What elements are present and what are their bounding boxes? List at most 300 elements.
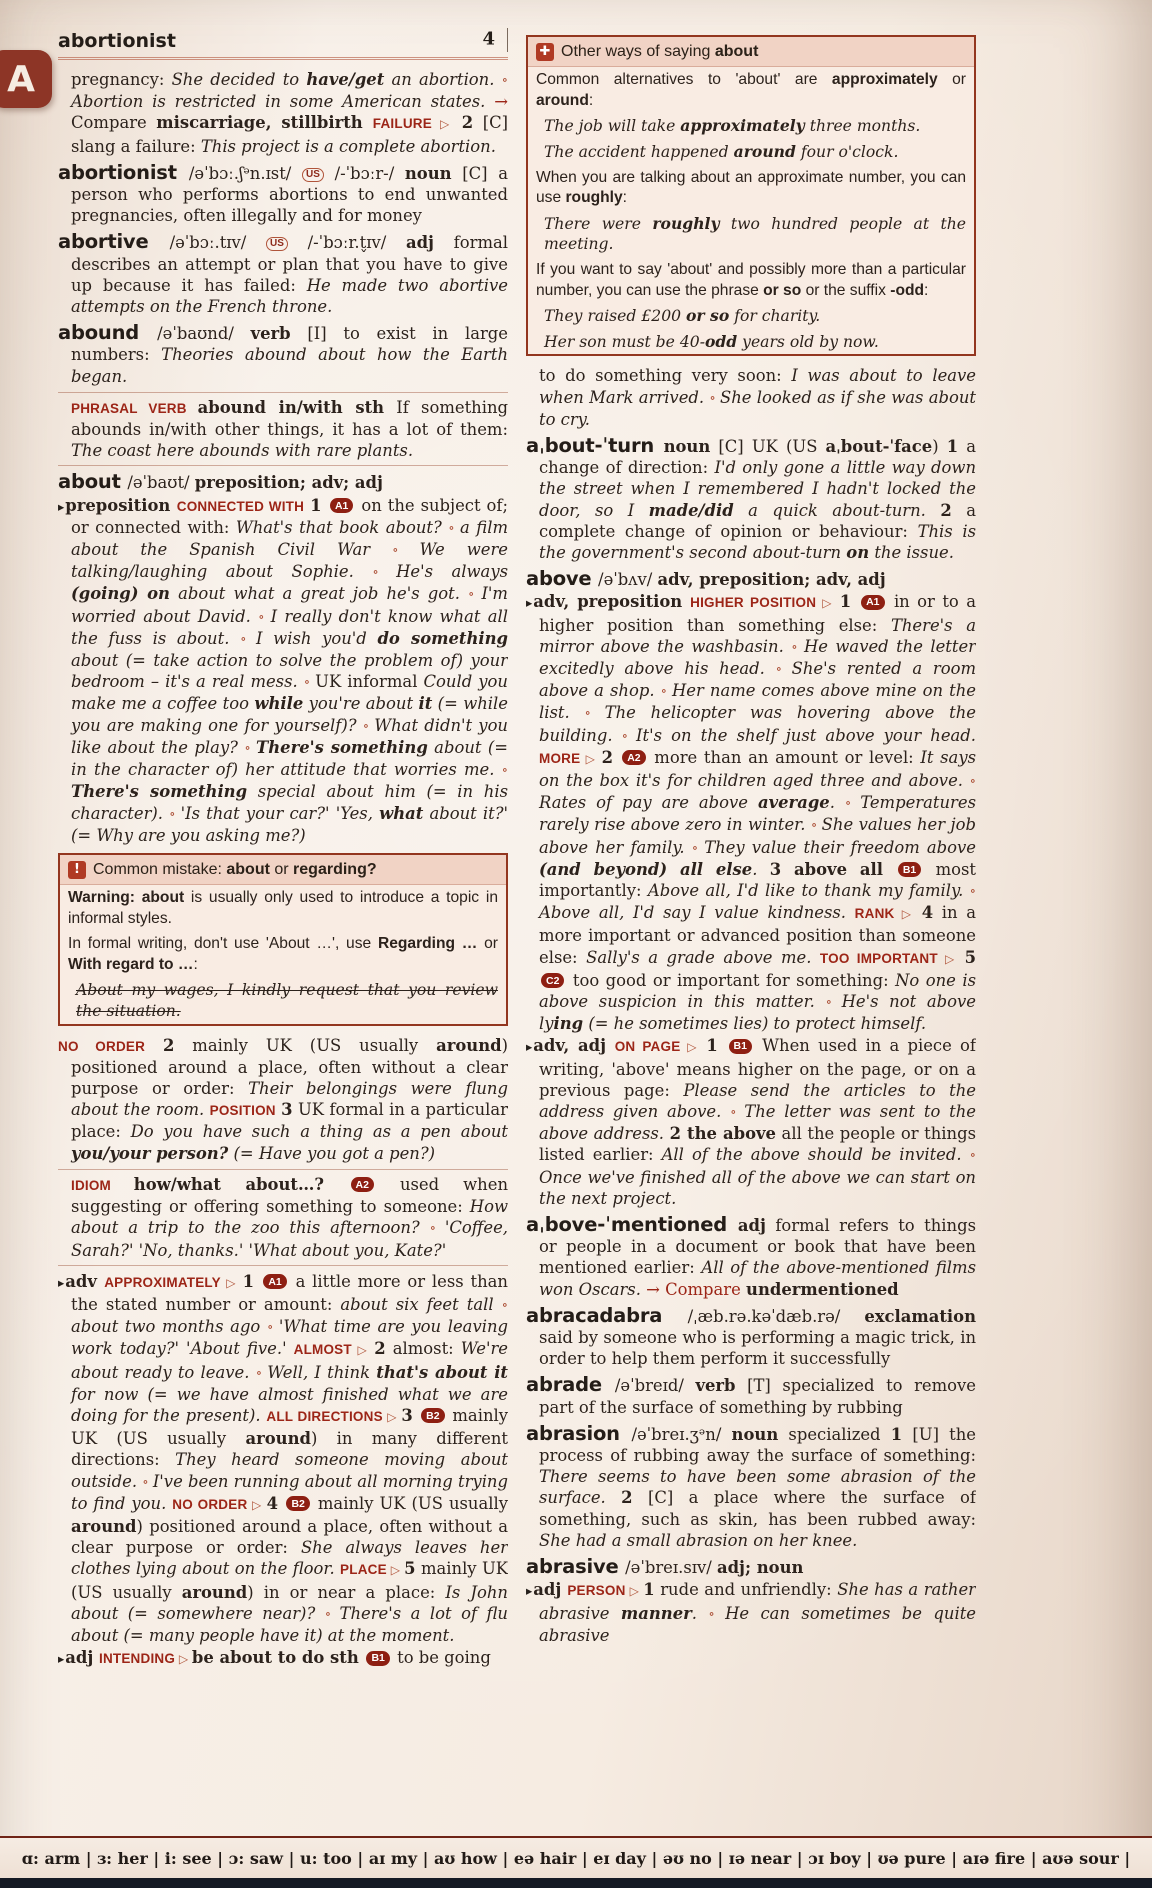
text-run: Regarding …: [377, 935, 478, 953]
text-run: ∘: [258, 609, 271, 625]
text-run: ∘: [691, 840, 705, 856]
note-box-paragraph: [528, 257, 974, 303]
text-run: [C] a place where the surface of something, such as skin, has been rubbed away:: [539, 1488, 976, 1529]
text-run: for charity.: [729, 307, 821, 326]
text-run: ∘: [303, 675, 316, 691]
note-box-paragraph: [60, 885, 506, 931]
text-run: most importantly:: [539, 859, 976, 900]
text-run: He waved the letter excitedly above his head.: [539, 636, 976, 678]
text-run: around: [245, 1429, 311, 1449]
photo-edge-strip: [0, 1878, 1152, 1888]
letter-tab: [0, 50, 52, 108]
text-run: (and beyond) all else: [539, 859, 753, 879]
column-right: [526, 28, 976, 1824]
text-run: said by someone who is performing a magic trick, in order to help them perform it successfully: [539, 1328, 976, 1369]
text-run: adj: [65, 1648, 99, 1668]
text-run: ∘: [584, 706, 605, 722]
text-run: about: [226, 860, 270, 878]
text-run: ) in many different directions:: [71, 1429, 508, 1470]
text-run: 4: [921, 903, 934, 923]
level-badge: B1: [366, 1651, 389, 1666]
us-variant-tag: US: [266, 237, 288, 251]
text-run: noun: [731, 1424, 779, 1444]
text-run: miscarriage, stillbirth: [156, 113, 373, 133]
level-badge: A1: [263, 1274, 286, 1289]
sense-about-adj: [58, 1647, 508, 1670]
entry-above: [526, 568, 976, 590]
text-run: about: [58, 470, 128, 494]
text-run: The coast here abounds with rare plants.: [71, 441, 414, 461]
text-run: mainly UK (US usually: [174, 1035, 437, 1055]
text-run: specialized: [778, 1424, 891, 1444]
text-run: [I] to exist in large numbers:: [71, 324, 508, 365]
text-run: ALMOST: [293, 1342, 352, 1358]
text-run: 'Coffee, Sarah?' 'No, thanks.' 'What about you, Kate?': [71, 1218, 508, 1260]
text-run: undermentioned: [746, 1279, 899, 1299]
text-run: → Compare: [646, 1279, 747, 1299]
text-run: FAILURE: [372, 116, 432, 132]
text-run: Her son must be 40-: [544, 332, 705, 351]
text-run: I really don't know what all the fuss is about.: [71, 606, 508, 648]
text-run: around: [181, 1582, 248, 1602]
text-run: /əˈbreɪ.sɪv/: [625, 1558, 717, 1578]
text-run: noun: [404, 163, 452, 183]
text-run: ▷: [386, 1563, 405, 1578]
text-run: in or to a higher position than something else:: [539, 592, 976, 635]
column-left: [58, 28, 508, 1824]
left-column-text: [58, 69, 508, 1670]
text-run: formal describes an attempt or plan that you have to give up because it has failed:: [71, 233, 508, 295]
text-run: [C] slang a failure:: [71, 113, 508, 156]
text-run: ing: [553, 1014, 584, 1034]
text-run: all the people or things listed earlier:: [539, 1124, 976, 1165]
text-run: or the suffix: [801, 281, 891, 299]
text-run: adj: [405, 233, 434, 253]
text-run: abortive: [58, 230, 170, 254]
text-run: It says on the box it's for children aged three and above.: [539, 747, 976, 790]
text-run: Once we've finished all of the above we can start on the next project.: [539, 1167, 976, 1208]
text-run: aˌbove-ˈmentioned: [526, 1213, 738, 1237]
text-run: aˌbout-ˈturn: [526, 433, 664, 457]
text-run: He's not above ly: [539, 992, 976, 1034]
text-run: approximately: [831, 71, 938, 89]
text-run: or: [937, 71, 966, 89]
us-variant-tag: US: [302, 168, 324, 182]
text-run: POSITION: [209, 1103, 276, 1119]
text-run: ▷: [351, 1343, 375, 1358]
text-run: in a more important or advanced position than someone else:: [539, 903, 976, 967]
text-run: I was about to leave when Mark arrived.: [539, 366, 976, 407]
text-run: about what a great job he's got.: [169, 584, 469, 604]
text-run: ∘: [791, 639, 804, 655]
text-run: Compare: [71, 113, 157, 133]
entry-abortive: [58, 231, 508, 317]
text-run: for now (= we have almost finished what we are doing for the present).: [71, 1384, 508, 1425]
sense-about-adv: [58, 1271, 508, 1646]
text-run: If something abounds in/with other things, it has a lot of them:: [71, 397, 508, 440]
text-run: an abortion.: [384, 70, 502, 89]
text-run: abrade: [526, 1373, 615, 1397]
text-run: ∘: [709, 390, 720, 406]
text-run: ALL DIRECTIONS: [266, 1408, 383, 1424]
text-run: adv, adj: [533, 1036, 615, 1056]
text-run: When used in a piece of writing, 'above' means higher on the page, or on a previous page:: [539, 1036, 976, 1100]
entry-about-turn: [526, 435, 976, 563]
text-run: ∘: [730, 1105, 745, 1121]
note-box-paragraph: [528, 329, 974, 355]
text-run: IDIOM: [71, 1177, 134, 1193]
text-run: on the subject of; or connected with:: [71, 495, 508, 537]
text-run: four o'clock.: [795, 142, 899, 161]
text-run: There's a mirror above the washbasin.: [539, 615, 976, 656]
text-run: on: [846, 542, 870, 562]
pronunciation-key-bar: [0, 1836, 1152, 1878]
text-run: 1: [890, 1424, 903, 1444]
text-run: it: [418, 694, 433, 714]
text-run: around: [436, 1035, 502, 1055]
text-run: ∘: [169, 806, 181, 822]
text-run: do something: [377, 628, 508, 648]
text-run: the issue.: [869, 542, 954, 562]
text-run: abrasion: [526, 1421, 632, 1445]
text-run: is usually only used to introduce a topic in informal styles.: [68, 889, 498, 927]
text-run: /əˈbaʊnd/: [157, 324, 251, 344]
text-run: There were: [544, 214, 653, 233]
text-run: how/what about…?: [133, 1174, 349, 1194]
text-run: pregnancy:: [71, 70, 172, 89]
text-run: .: [691, 1603, 709, 1623]
text-run: that's about it: [376, 1362, 508, 1382]
text-run: 'What time are you leaving work today?' 'About five.': [71, 1317, 508, 1359]
text-run: ∘: [708, 1606, 726, 1622]
text-run: In formal writing, don't use 'About …', use: [68, 935, 378, 953]
letter-tab-label: A: [7, 58, 35, 100]
note-box-paragraph: [60, 931, 506, 977]
text-run: around: [71, 1516, 137, 1536]
text-run: above: [526, 567, 599, 591]
text-run: What didn't you like about the play?: [71, 715, 508, 757]
text-run: ∘: [468, 587, 482, 603]
text-run: :: [193, 955, 198, 973]
text-run: He's always: [396, 562, 508, 582]
entry-above-mentioned: [526, 1214, 976, 1300]
text-run: They value their freedom above: [704, 837, 976, 857]
text-run: abound in/with sth: [197, 397, 385, 417]
text-run: :: [622, 189, 628, 207]
text-run: 2 the above: [669, 1124, 776, 1144]
text-run: ∘: [660, 684, 673, 700]
text-run: ) in or near a place:: [247, 1582, 446, 1602]
text-run: [U] the process of rubbing away the surface of something:: [539, 1424, 976, 1466]
text-run: abound: [58, 321, 158, 345]
text-run: 3: [281, 1100, 293, 1120]
text-run: →: [494, 92, 508, 112]
text-run: CONNECTED WITH: [176, 498, 305, 514]
text-run: Warning: about: [68, 889, 185, 907]
running-head: [58, 28, 508, 60]
text-run: regarding?: [293, 860, 377, 878]
note-box-paragraph: [528, 303, 974, 329]
text-run: ∘: [392, 543, 420, 559]
text-run: They raised £200: [544, 307, 686, 326]
text-run: I'd only gone a little way down the street when I remembered I hadn't locked the door, so I: [539, 458, 976, 520]
note-box-paragraph: [528, 139, 974, 165]
entry-abound: [58, 322, 508, 387]
text-run: ∘: [844, 796, 861, 812]
text-run: ∘: [969, 773, 976, 789]
text-run: All of the above-mentioned films won Oscars.: [539, 1258, 976, 1299]
text-run: Above all, I'd say I value kindness.: [539, 903, 855, 923]
text-run: 1: [310, 495, 328, 515]
text-run: a film about the Spanish Civil War: [71, 517, 508, 560]
entry-abrasive: [526, 1556, 976, 1578]
text-run: He can sometimes be quite abrasive: [539, 1603, 976, 1645]
text-run: The accident happened: [544, 142, 734, 161]
text-run: 4: [266, 1493, 285, 1513]
text-run: mainly UK (US usually: [71, 1559, 508, 1602]
text-run: She decided to: [171, 70, 307, 89]
text-run: /əˈbɔː.ʃᵊn.ɪst/: [188, 163, 302, 183]
text-run: ∘: [448, 520, 461, 536]
text-run: or so: [763, 281, 802, 299]
note-box-header: [60, 855, 506, 885]
text-run: a change of direction:: [539, 436, 976, 478]
note-box-paragraph: [528, 211, 974, 257]
text-run: Their belongings were flung about the room.: [71, 1079, 508, 1120]
entry-about: [58, 471, 508, 493]
level-badge: A2: [622, 750, 645, 765]
text-run: or: [269, 860, 294, 878]
text-run: :: [924, 281, 929, 299]
text-run: How about a trip to the zoo this afternoon?: [71, 1197, 508, 1238]
text-run: ): [932, 436, 947, 456]
text-run: NO ORDER: [172, 1496, 248, 1512]
text-run: ∘: [372, 565, 397, 581]
text-run: 1: [946, 436, 959, 456]
text-run: There seems to have been some abrasion of the surface.: [539, 1467, 976, 1508]
text-run: UK informal: [315, 672, 424, 692]
text-run: to do something very soon:: [539, 366, 792, 386]
text-run: ▸: [58, 1651, 65, 1667]
text-run: ▸: [526, 1583, 533, 1599]
text-run: (= while you are making one for yourself)?: [71, 694, 508, 735]
text-run: about six feet tall: [340, 1294, 502, 1314]
level-badge: C2: [541, 973, 564, 988]
text-run: ▸: [526, 595, 533, 611]
text-run: adj; noun: [716, 1558, 804, 1578]
text-run: 5: [404, 1559, 416, 1579]
text-run: ∘: [501, 73, 508, 88]
text-run: ∘: [362, 718, 375, 734]
text-run: ▷: [625, 1584, 644, 1599]
text-run: 1: [643, 1580, 655, 1600]
text-run: /-ˈbɔːr-/: [323, 163, 405, 183]
text-run: ON PAGE: [614, 1039, 681, 1055]
text-run: have/get: [306, 70, 385, 89]
text-run: what: [379, 803, 424, 823]
text-run: roughly: [565, 189, 623, 207]
text-run: Common alternatives to 'about' are: [536, 71, 832, 89]
text-run: UK formal in a particular place:: [71, 1100, 508, 1142]
text-run: ▷: [680, 1040, 707, 1055]
text-run: She values her job above her family.: [539, 815, 976, 857]
text-run: She always leaves her clothes lying about on the floor.: [71, 1538, 508, 1579]
column-divider-tick: [507, 28, 508, 52]
text-run: mainly UK (US usually: [71, 1405, 508, 1449]
note-box-header: [528, 37, 974, 67]
text-run: /əˈbaʊt/: [127, 473, 195, 493]
text-run: Other ways of saying: [561, 43, 715, 60]
text-run: about (= take action to solve the problem of) your bedroom – it's a real mess.: [71, 651, 508, 692]
text-run: 2: [940, 500, 952, 520]
running-headword: abortionist: [58, 30, 176, 52]
level-badge: A2: [351, 1177, 374, 1192]
text-run: 1: [839, 592, 860, 612]
text-run: 2: [601, 747, 621, 767]
text-run: a little more or less than the stated number or amount:: [71, 1271, 508, 1314]
text-run: 5: [964, 947, 976, 967]
text-run: PERSON: [567, 1583, 626, 1599]
plus-icon: ✚: [536, 43, 554, 61]
text-run: .: [752, 859, 770, 879]
text-run: Well, I think: [267, 1362, 377, 1382]
level-badge: A1: [330, 498, 353, 513]
text-run: ∘: [240, 631, 257, 647]
text-run: abortionist: [58, 160, 189, 184]
pronunciation-key-text: ɑ: arm | ɜ: her | i: see | ɔ: saw | u: too | aɪ my | aʊ how | eə hair | eɪ day | əʊ no | ɪə near | ɔɪ boy | ʊə pure | aɪə fire | aʊə sour |: [21, 1848, 1131, 1868]
text-run: The letter was sent to the above address.: [539, 1102, 976, 1144]
text-run: ∘: [810, 818, 822, 834]
text-run: you're about: [303, 694, 419, 714]
text-run: a quick about-turn.: [733, 500, 941, 520]
text-run: special about him (= in his character).: [71, 782, 508, 823]
text-run: There's something: [256, 737, 428, 757]
note-box-paragraph: [60, 977, 506, 1023]
text-run: All of the above should be invited.: [661, 1145, 970, 1165]
text-run: INTENDING: [99, 1651, 176, 1667]
text-run: The job will take: [544, 117, 681, 136]
text-run: ▷: [175, 1652, 192, 1667]
text-run: ∘: [244, 740, 257, 756]
text-run: PLACE: [340, 1562, 387, 1578]
text-run: adj: [737, 1216, 766, 1236]
text-run: Temperatures rarely rise above zero in winter.: [539, 793, 976, 835]
text-run: ∘: [621, 728, 637, 744]
sense-about-no-order: [58, 1035, 508, 1164]
text-run: HIGHER POSITION: [690, 595, 817, 611]
text-run: The helicopter was hovering above the building.: [539, 703, 976, 745]
text-run: /ˌæb.rə.kəˈdæb.rə/: [687, 1306, 865, 1326]
text-run: ▸: [526, 1039, 533, 1055]
text-run: around: [733, 141, 796, 161]
text-run: If you want to say 'about' and possibly more than a particular number, you can use the phrase: [536, 260, 966, 299]
text-run: ∘: [142, 1474, 153, 1490]
text-run: /-ˈbɔːr.t̬ɪv/: [287, 233, 406, 253]
text-run: No one is above suspicion in this matter.: [539, 970, 976, 1012]
text-run: RANK: [854, 906, 895, 922]
text-run: too good or important for something:: [566, 970, 896, 990]
text-run: (= Have you got a pen?): [228, 1143, 436, 1163]
text-run: ) positioned around a place, often without a clear purpose or order:: [71, 1035, 508, 1099]
sense-about-preposition: [58, 495, 508, 846]
text-run: ▷: [894, 907, 922, 922]
text-run: years old by now.: [737, 332, 879, 351]
text-run: Rates of pay are above: [539, 793, 758, 813]
level-badge: B2: [421, 1408, 444, 1423]
text-run: formal refers to things or people in a document or book that have been mentioned earlier:: [539, 1216, 976, 1278]
text-run: average: [757, 793, 830, 813]
text-run: 3 above all: [769, 859, 896, 879]
note-box-paragraph: [528, 113, 974, 139]
entry-abrade: [526, 1374, 976, 1417]
text-run: ▷: [431, 117, 462, 132]
text-run: three months.: [804, 117, 921, 136]
text-run: -odd: [890, 281, 925, 299]
text-run: made/did: [648, 500, 734, 520]
text-run: aˌbout-ˈface: [825, 436, 933, 456]
text-run: two hundred people at the meeting.: [544, 214, 966, 254]
text-run: approximately: [680, 116, 805, 136]
text-run: 2: [374, 1339, 386, 1359]
page-columns: [58, 28, 976, 1824]
text-run: used when suggesting or offering something to someone:: [71, 1174, 508, 1217]
text-run: verb: [695, 1376, 736, 1396]
text-run: Her name comes above mine on the list.: [539, 681, 976, 723]
text-run: 3: [401, 1405, 420, 1425]
entry-abortion-continuation: [58, 69, 508, 157]
text-run: She looked as if she was about to cry.: [539, 387, 976, 429]
text-run: about: [714, 43, 759, 60]
level-badge: B2: [286, 1496, 309, 1511]
text-run: ∘: [429, 1221, 445, 1237]
text-run: 2: [621, 1488, 633, 1508]
idiom-about: [58, 1169, 508, 1266]
text-run: Theories abound about how the Earth began.: [71, 345, 508, 386]
text-run: /əˈbreɪ.ʒᵊn/: [631, 1424, 732, 1444]
text-run: 1: [706, 1036, 727, 1056]
note-box-title: [93, 859, 377, 880]
sense-above-adv-adj: [526, 1035, 976, 1209]
text-run: preposition; adv; adj: [194, 473, 383, 493]
text-run: while: [254, 694, 304, 714]
text-run: She had a small abrasion on her knee.: [539, 1530, 858, 1550]
text-run: 2: [162, 1035, 175, 1055]
text-run: We're about ready to leave.: [71, 1339, 508, 1382]
level-badge: B1: [729, 1039, 752, 1054]
text-run: There's something: [71, 782, 248, 802]
text-run: about it?' (= Why are you asking me?): [71, 803, 508, 845]
text-run: around: [536, 91, 589, 109]
text-run: He made two abortive attempts on the French throne.: [71, 275, 508, 317]
text-run: They heard someone moving about outside.: [71, 1450, 508, 1491]
text-run: exclamation: [864, 1306, 976, 1326]
text-run: ▷: [937, 951, 965, 966]
text-run: It's on the shelf just above your head.: [636, 725, 976, 745]
sense-abrasive-adj: [526, 1579, 976, 1646]
text-run: preposition: [65, 495, 177, 515]
text-run: ∘: [501, 763, 508, 779]
text-run: be about to do sth: [191, 1648, 365, 1668]
common-mistake-box: [58, 853, 508, 1026]
text-run: (going) on: [71, 584, 170, 604]
text-run: a complete change of opinion or behaviour:: [539, 500, 976, 541]
text-run: We were talking/laughing about Sophie.: [71, 540, 508, 582]
text-run: Is John about (= somewhere near)?: [71, 1582, 508, 1623]
text-run: about (= in the character of) her attitude that worries me.: [71, 737, 508, 780]
text-run: This is the government's second about-turn: [539, 521, 976, 562]
text-run: ▷: [220, 1275, 243, 1290]
text-run: ∘: [969, 1148, 976, 1164]
